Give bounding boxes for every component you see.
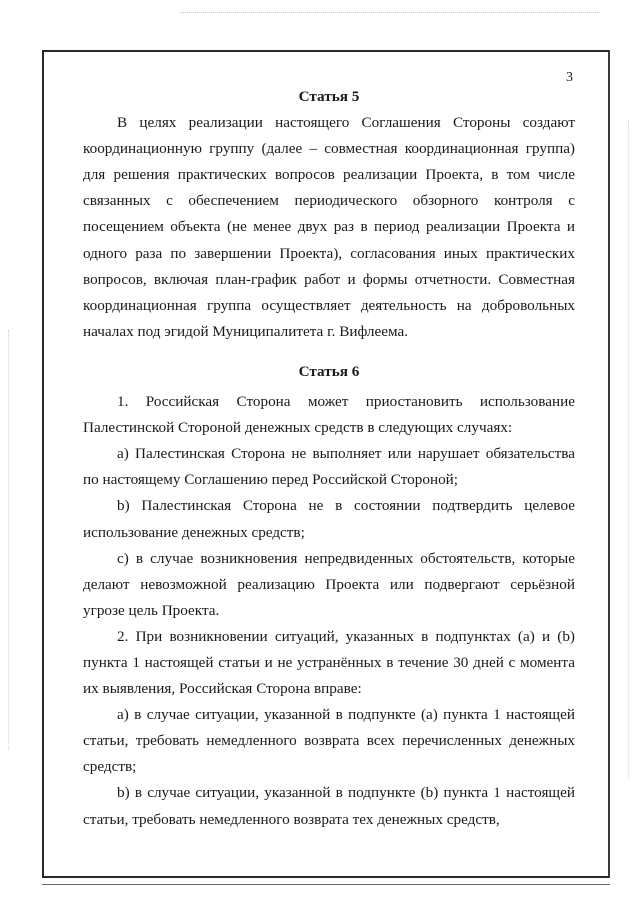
article-6-clause-1b: b) Палестинская Сторона не в состоянии подтвердить целевое использование денежных средств; xyxy=(83,497,575,541)
article-5-text: В целях реализации настоящего Соглашения Стороны создают координационную группу (далее – совместная координационная группа) для решения практических вопросов реализации Проекта, в том числе связанных с обеспечением периодического обзорного контроля с посещением объекта (не менее двух раз в период реализации Проекта и одного раза по завершении Проекта), согласования иных практических вопросов, включая план-график работ и формы отчетности. Совместная координационная группа осуществляет деятельность на добровольных началах под эгидой Муниципалитета г. Вифлеема. xyxy=(83,114,575,340)
article-6-clause-2: 2. При возникновении ситуаций, указанных в подпунктах (а) и (b) пункта 1 настоящей статьи и не устранённых в течение 30 дней с момента их выявления, Российская Сторона вправе: xyxy=(83,627,575,698)
scan-artifact-right xyxy=(628,120,630,780)
article-6-clause-1: 1. Российская Сторона может приостановить использование Палестинской Стороной денежных средств в следующих случаях: xyxy=(83,393,575,437)
page-number: 3 xyxy=(566,70,573,85)
scan-artifact-top xyxy=(180,12,600,15)
article-6-clause-2b: b) в случае ситуации, указанной в подпункте (b) пункта 1 настоящей статьи, требовать немедленного возврата тех денежных средств, xyxy=(83,784,575,828)
page-frame-bottom-line xyxy=(42,884,610,885)
article-5-title: Статья 5 xyxy=(298,88,360,105)
scan-artifact-left xyxy=(8,330,10,750)
article-6-title: Статья 6 xyxy=(298,362,360,380)
document-body xyxy=(83,84,575,833)
article-6-clause-1a: а) Палестинская Сторона не выполняет или нарушает обязательства по настоящему Соглашению перед Российской Стороной; xyxy=(83,445,575,489)
article-6-clause-2a: а) в случае ситуации, указанной в подпункте (а) пункта 1 настоящей статьи, требовать немедленного возврата всех перечисленных денежных средств; xyxy=(83,706,575,776)
article-6-clause-1c: с) в случае возникновения непредвиденных обстоятельств, которые делают невозможной реализацию Проекта или подвергают серьёзной угрозе цель Проекта. xyxy=(83,549,575,619)
